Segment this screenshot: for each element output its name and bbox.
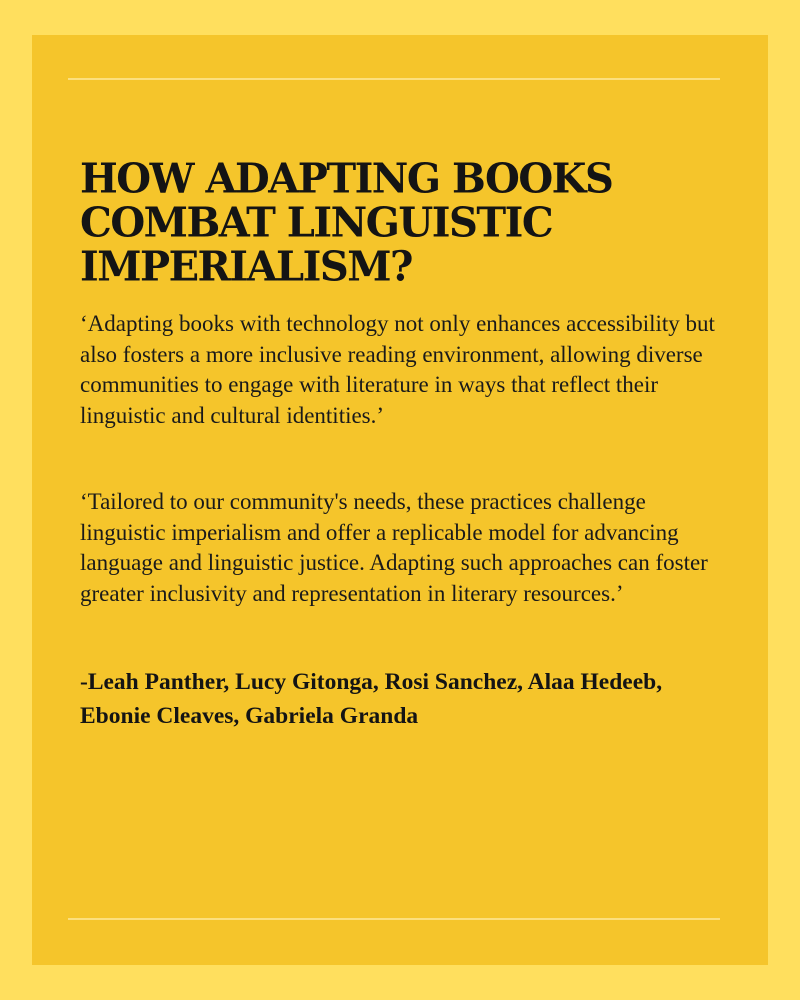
quote-card — [32, 35, 768, 965]
author-attribution: -Leah Panther, Lucy Gitonga, Rosi Sanchez, Alaa Hedeeb, Ebonie Cleaves, Gabriela Granda — [80, 669, 663, 729]
bottom-divider — [68, 918, 720, 920]
card-title: HOW ADAPTING BOOKS COMBAT LINGUISTIC IMPERIALISM? — [80, 154, 613, 291]
quote-paragraph-2: ‘Tailored to our community's needs, these practices challenge linguistic imperialism and offer a replicable model for advancing language and linguistic justice. Adapting such approaches can foster greater inclusivity and representation in literary resources.’ — [80, 489, 708, 606]
top-divider — [68, 78, 720, 80]
quote-paragraph-1: ‘Adapting books with technology not only enhances accessibility but also fosters a more inclusive reading environment, allowing diverse communities to engage with literature in ways that reflect their linguistic and cultural identities.’ — [80, 311, 715, 428]
